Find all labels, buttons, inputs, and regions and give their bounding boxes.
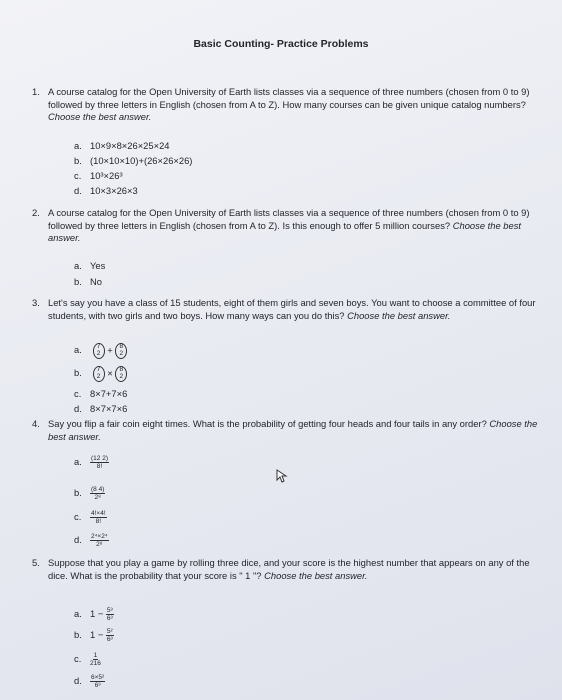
option-3c[interactable]: c. 8×7+7×6	[74, 388, 128, 399]
option-1a[interactable]: a. 10×9×8×26×25×24	[74, 140, 170, 151]
option-2b[interactable]: b. No	[74, 276, 102, 287]
question-5	[32, 557, 542, 582]
question-prompt: Choose the best answer.	[347, 309, 451, 321]
option-5b[interactable]: b. 1 − $\frac{\text{5²}}{\text{6³}}$	[74, 628, 113, 643]
option-5a[interactable]: a. 1 − $\frac{\text{5³}}{\text{6³}}$	[74, 607, 113, 622]
fraction: $\frac{1}{216}$	[90, 652, 101, 667]
option-4c[interactable]: c. $\frac{4!\times 4!}{8!}$	[74, 510, 106, 525]
question-4	[32, 418, 542, 443]
option-1c[interactable]: c. 10³×26³	[74, 170, 123, 181]
question-number: 1.	[32, 86, 40, 97]
fraction: $\frac{4!\times 4!}{8!}$	[91, 510, 106, 525]
fraction: $\frac{\text{5²}}{\text{6³}}$	[106, 628, 113, 643]
question-number: 2.	[32, 207, 40, 218]
option-5d[interactable]: d. $\frac{\text{6×5²}}{\text{6³}}$	[74, 674, 105, 689]
option-1d[interactable]: d. 10×3×26×3	[74, 185, 138, 196]
option-4a[interactable]: a. $\frac{(12 2)}{8!}$	[74, 455, 108, 470]
question-prompt: Choose the best answer.	[48, 418, 538, 442]
fraction: $\frac{\text{5³}}{\text{6³}}$	[106, 607, 113, 622]
question-number: 3.	[32, 297, 40, 308]
option-3b[interactable]: b. 7 2 × 8 2	[74, 366, 127, 382]
fraction: $\frac{(8 4)}{\text{2⁸}}$	[91, 486, 105, 501]
question-3	[32, 297, 542, 322]
fraction: $\frac{\text{2⁴×2⁴}}{\text{2⁸}}$	[91, 533, 108, 548]
question-1	[32, 86, 542, 124]
question-prompt: Choose the best answer.	[48, 111, 152, 123]
question-text: Let's say you have a class of 15 students, eight of them girls and seven boys. You want to choose a committee of four students, with two girls and two boys. How many ways can you do this?	[48, 297, 536, 321]
fraction: $\frac{\text{6×5²}}{\text{6³}}$	[91, 674, 105, 689]
option-2a[interactable]: a. Yes	[74, 260, 106, 271]
page-title: Basic Counting- Practice Problems	[193, 38, 369, 50]
question-prompt: Choose the best answer.	[48, 219, 522, 244]
option-4d[interactable]: d. $\frac{\text{2⁴×2⁴}}{\text{2⁸}}$	[74, 533, 108, 548]
fraction: $\frac{(12 2)}{8!}$	[91, 455, 108, 470]
question-prompt: Choose the best answer.	[264, 569, 368, 581]
binomial: 7 2	[93, 366, 105, 382]
option-3d[interactable]: d. 8×7×7×6	[74, 403, 128, 414]
mouse-cursor-icon	[276, 469, 288, 483]
question-text: A course catalog for the Open University of Earth lists classes via a sequence of three numbers (chosen from 0 to 9) followed by three letters in English (chosen from A to Z). How many courses can be given unique catalog numbers?	[48, 86, 530, 110]
question-text: Suppose that you play a game by rolling three dice, and your score is the highest number that appears on any of the dice. What is the probability that your score is " 1 "?	[48, 557, 530, 581]
question-number: 5.	[32, 557, 40, 568]
option-5c[interactable]: c. $\frac{1}{216}$	[74, 652, 101, 667]
binomial: 8 2	[115, 343, 127, 359]
option-3a[interactable]: a. 7 2 + 8 2	[74, 343, 127, 359]
binomial: 7 2	[93, 343, 105, 359]
option-1b[interactable]: b. (10×10×10)+(26×26×26)	[74, 155, 193, 166]
option-4b[interactable]: b. $\frac{(8 4)}{\text{2⁸}}$	[74, 486, 105, 501]
question-number: 4.	[32, 418, 40, 429]
question-text: Say you flip a fair coin eight times. What is the probability of getting four heads and four tails in any order?	[48, 418, 487, 429]
question-text: A course catalog for the Open University of Earth lists classes via a sequence of three numbers (chosen from 0 to 9) followed by three letters in English (chosen from A to Z). Is this enough to offer 5 million courses?	[48, 207, 530, 231]
binomial: 8 2	[115, 366, 127, 382]
question-2	[32, 207, 542, 245]
